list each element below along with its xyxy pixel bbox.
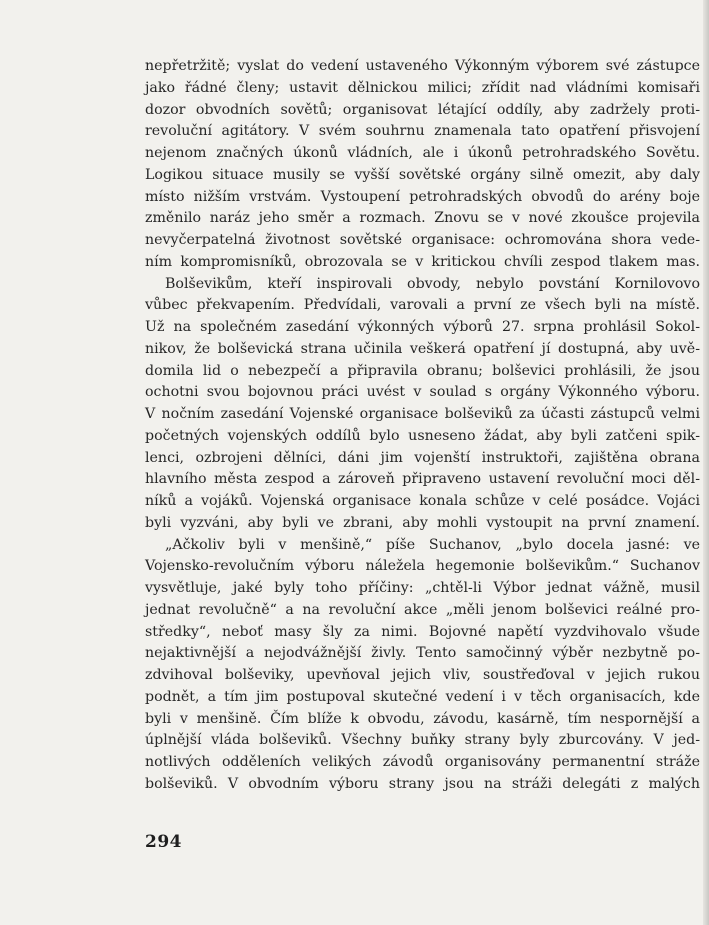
text-line-content: Logikou situace musily se vyšší sovětské orgány silně omezit, aby daly xyxy=(145,166,700,183)
text-line-content: místo nižším vrstvám. Vystoupení petrohradských obvodů do arény boje xyxy=(145,188,700,205)
text-line xyxy=(145,382,700,404)
text-line-content: dozor obvodních sovětů; organisovat létající oddíly, aby zadržely proti- xyxy=(145,101,700,118)
text-line xyxy=(145,121,700,143)
text-line-content: nikov, že bolševická strana učinila veškerá opatření jí dostupná, aby uvě- xyxy=(145,340,700,357)
text-line xyxy=(145,252,700,274)
text-line xyxy=(145,578,700,600)
text-line-content: Bolševikům, kteří inspirovali obvody, nebylo povstání Kornilovovo xyxy=(165,275,700,292)
text-line xyxy=(145,317,700,339)
text-line xyxy=(145,665,700,687)
text-line xyxy=(145,491,700,513)
text-line-content: změnilo naráz jeho směr a rozmach. Znovu se v nové zkoušce projevila xyxy=(145,210,700,227)
text-line-content: početných vojenských oddílů bylo usneseno žádat, aby byli zatčeni spik- xyxy=(145,427,700,444)
page-edge-shadow xyxy=(703,0,709,925)
text-line-content: Vojensko-revolučním výboru náležela hegemonie bolševikům.“ Suchanov xyxy=(145,558,700,575)
text-line-content: nejenom značných úkonů vládních, ale i úkonů petrohradského Sovětu. xyxy=(145,145,700,161)
text-line-content: jako řádné členy; ustavit dělnickou milici; zřídit nad vládními komisaři xyxy=(145,79,700,96)
text-line xyxy=(145,556,700,578)
text-line-content: úplnější vláda bolševiků. Všechny buňky strany byly zburcovány. V jed- xyxy=(145,732,700,749)
text-line-content: lenci, ozbrojeni dělníci, dáni jim vojenští instruktoři, zajištěna obrana xyxy=(145,449,700,466)
text-line-content: nevyčerpatelná životnost sovětské organisace: ochromována shora vede- xyxy=(145,232,700,248)
text-line xyxy=(145,339,700,361)
text-line xyxy=(145,187,700,209)
text-line xyxy=(145,535,700,557)
text-line xyxy=(145,295,700,317)
page-number: 294 xyxy=(145,832,182,852)
text-line xyxy=(145,100,700,122)
text-line-content: podnět, a tím jim postupoval skutečné vedení i v těch organisacích, kde xyxy=(145,688,700,705)
text-line-content: bolševiků. V obvodním výboru strany jsou na stráži delegáti z malých xyxy=(145,775,700,792)
text-line-content: domila lid o nebezpečí a připravila obranu; bolševici prohlásili, že jsou xyxy=(145,362,700,379)
text-line-content: jednat revolučně“ a na revoluční akce „měli jenom bolševici reálné pro- xyxy=(145,601,700,618)
text-line-content: ochotni svou bojovnou práci uvést v soulad s orgány Výkonného výboru. xyxy=(145,384,700,401)
text-line-content: Už na společném zasedání výkonných výborů 27. srpna prohlásil Sokol- xyxy=(145,319,700,335)
text-line xyxy=(145,448,700,470)
text-line-content: revoluční agitátory. V svém souhrnu znamenala tato opatření přisvojení xyxy=(145,123,700,140)
text-line xyxy=(145,361,700,383)
text-line xyxy=(145,426,700,448)
text-line-content: vysvětluje, jaké byly toho příčiny: „chtěl-li Výbor jednat vážně, musil xyxy=(145,580,700,596)
text-line xyxy=(145,469,700,491)
body-text xyxy=(145,56,700,796)
text-line xyxy=(145,78,700,100)
text-line-content: vůbec překvapením. Předvídali, varovali a první ze všech byli na místě. xyxy=(145,297,700,314)
text-line xyxy=(145,404,700,426)
text-line-content: středky“, neboť masy šly za nimi. Bojovné napětí vyzdvihovalo všude xyxy=(145,623,700,640)
text-line xyxy=(145,774,700,796)
text-line xyxy=(145,513,700,535)
text-line xyxy=(145,56,700,78)
text-line xyxy=(145,600,700,622)
text-line xyxy=(145,622,700,644)
text-line xyxy=(145,730,700,752)
text-line-content: byli v menšině. Čím blíže k obvodu, závodu, kasárně, tím nespornější a xyxy=(145,710,700,727)
text-line-content: „Ačkoliv byli v menšině,“ píše Suchanov, „bylo docela jasné: ve xyxy=(165,536,700,553)
text-line-content: nejaktivnější a nejodvážnější živly. Tento samočinný výběr nezbytně po- xyxy=(145,645,700,662)
text-line-content: níků a vojáků. Vojenská organisace konala schůze v celé posádce. Vojáci xyxy=(145,493,700,509)
text-line xyxy=(145,709,700,731)
text-line xyxy=(145,687,700,709)
text-line-content: zdvihoval bolševiky, upevňoval jejich vliv, soustřeďoval v jejich rukou xyxy=(145,667,700,683)
text-line xyxy=(145,274,700,296)
text-line-content: nepřetržitě; vyslat do vedení ustaveného Výkonným výborem své zástupce xyxy=(145,58,700,74)
text-line xyxy=(145,752,700,774)
text-line xyxy=(145,230,700,252)
text-line xyxy=(145,643,700,665)
text-line xyxy=(145,208,700,230)
text-line-content: hlavního města zespod a zároveň připraveno ustavení revoluční moci děl- xyxy=(145,471,700,488)
text-line-content: notlivých odděleních velikých závodů organisovány permanentní stráže xyxy=(145,754,700,770)
text-line-content: V nočním zasedání Vojenské organisace bolševiků za účasti zástupců velmi xyxy=(145,406,700,422)
text-line-content: ním kompromisníků, obrozovala se v kritickou chvíli zespod tlakem mas. xyxy=(145,253,700,270)
text-line xyxy=(145,165,700,187)
text-line xyxy=(145,143,700,165)
text-line-content: byli vyzváni, aby byli ve zbrani, aby mohli vystoupit na první znamení. xyxy=(145,514,700,531)
